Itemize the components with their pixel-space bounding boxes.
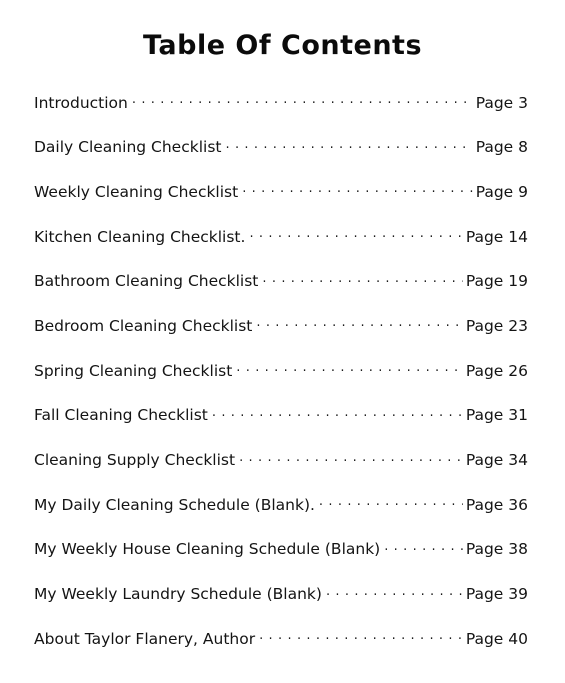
toc-entry-label: About Taylor Flanery, Author <box>34 629 256 648</box>
dot-leader <box>242 181 472 197</box>
toc-entry-page: Page 36 <box>465 495 528 514</box>
toc-entry-cleaning-supply-checklist <box>34 450 528 495</box>
toc-entry-bedroom-cleaning-checklist <box>34 315 528 360</box>
toc-entry-label: My Weekly Laundry Schedule (Blank) <box>34 585 322 604</box>
toc-entry-page: Page 9 <box>475 182 528 201</box>
toc-entry-page: Page 34 <box>465 451 528 469</box>
toc-entry-page: Page 8 <box>475 138 528 157</box>
dot-leader <box>212 405 463 421</box>
toc-entry-daily-cleaning-checklist <box>34 137 528 182</box>
toc-entry-page: Page 26 <box>465 361 528 380</box>
dot-leader <box>319 494 463 510</box>
dot-leader <box>249 226 462 242</box>
toc-entry-page: Page 14 <box>465 227 528 246</box>
toc-entry-label: Bathroom Cleaning Checklist <box>34 272 259 291</box>
toc-entry-page: Page 39 <box>465 585 528 604</box>
toc-entry-page: Page 19 <box>465 272 528 291</box>
table-of-contents <box>34 92 528 673</box>
toc-entry-label: My Daily Cleaning Schedule (Blank). <box>34 495 315 514</box>
toc-entry-page: Page 23 <box>465 316 528 335</box>
toc-entry-page: Page 40 <box>465 629 528 648</box>
toc-entry-page: Page 38 <box>465 540 528 559</box>
dot-leader <box>225 137 472 153</box>
toc-entry-bathroom-cleaning-checklist <box>34 271 528 316</box>
page-title: Table Of Contents <box>142 30 423 61</box>
toc-entry-fall-cleaning-checklist <box>34 405 528 450</box>
toc-entry-daily-cleaning-schedule <box>34 494 528 539</box>
toc-entry-weekly-cleaning-checklist <box>34 181 528 226</box>
dot-leader <box>262 271 462 287</box>
toc-entry-spring-cleaning-checklist <box>34 360 528 405</box>
dot-leader <box>132 92 473 108</box>
toc-entry-label: My Weekly House Cleaning Schedule (Blank) <box>34 540 381 559</box>
toc-entry-introduction <box>34 92 528 137</box>
toc-entry-label: Cleaning Supply Checklist <box>34 451 236 469</box>
toc-entry-label: Daily Cleaning Checklist <box>34 138 222 157</box>
toc-entry-label: Introduction <box>34 93 128 112</box>
toc-entry-label: Weekly Cleaning Checklist <box>34 182 239 201</box>
toc-entry-label: Fall Cleaning Checklist <box>34 406 208 425</box>
toc-entry-kitchen-cleaning-checklist <box>34 226 528 271</box>
dot-leader <box>326 584 463 600</box>
dot-leader <box>239 450 463 466</box>
dot-leader <box>384 539 463 555</box>
toc-entry-weekly-house-cleaning-schedule <box>34 539 528 584</box>
toc-entry-about-author <box>34 628 528 673</box>
toc-entry-label: Kitchen Cleaning Checklist. <box>34 227 246 246</box>
toc-entry-page: Page 3 <box>475 93 528 112</box>
toc-entry-page: Page 31 <box>465 406 528 425</box>
dot-leader <box>259 628 463 644</box>
toc-entry-label: Spring Cleaning Checklist <box>34 361 233 380</box>
toc-entry-label: Bedroom Cleaning Checklist <box>34 316 253 335</box>
dot-leader <box>256 315 462 331</box>
toc-entry-weekly-laundry-schedule <box>34 584 528 629</box>
dot-leader <box>236 360 463 376</box>
